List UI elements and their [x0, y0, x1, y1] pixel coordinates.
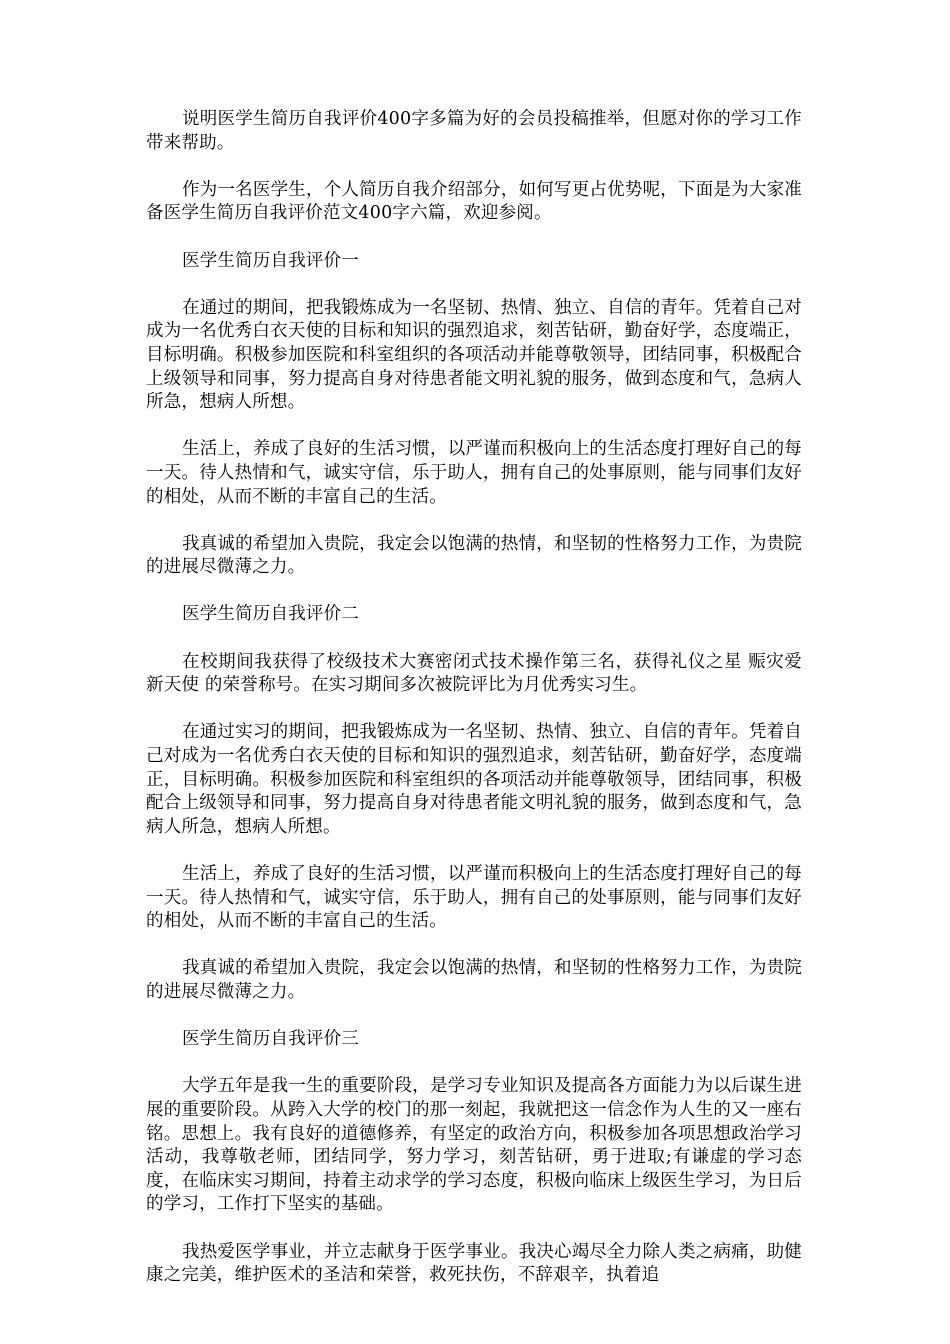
section-heading: 医学生简历自我评价一 [182, 250, 359, 271]
body-paragraph: 我真诚的希望加入贵院，我定会以饱满的热情，和坚韧的性格努力工作，为贵院的进展尽微薄之力。 [146, 958, 802, 1002]
section-heading: 医学生简历自我评价三 [182, 1029, 359, 1050]
body-paragraph: 在通过实习的期间，把我锻炼成为一名坚韧、热情、独立、自信的青年。凭着自己对成为一名优秀白衣天使的目标和知识的强烈追求，刻苦钻研，勤奋好学，态度端正，目标明确。积极参加医院和科室组织的各项活动并能尊敬领导，团结同事，积极配合上级领导和同事，努力提高自身对待患者能文明礼貌的服务，做到态度和气，急病人所急，想病人所想。 [146, 722, 802, 837]
body-paragraph: 在通过的期间，把我锻炼成为一名坚韧、热情、独立、自信的青年。凭着自己对成为一名优秀白衣天使的目标和知识的强烈追求，刻苦钻研，勤奋好学，态度端正，目标明确。积极参加医院和科室组织的各项活动并能尊敬领导，团结同事，积极配合上级领导和同事，努力提高自身对待患者能文明礼貌的服务，做到态度和气，急病人所急，想病人所想。 [146, 297, 802, 413]
body-paragraph: 大学五年是我一生的重要阶段，是学习专业知识及提高各方面能力为以后谋生进展的重要阶段。从跨入大学的校门的那一刻起，我就把这一信念作为人生的又一座右铭。思想上。我有良好的道德修养，有坚定的政治方向，积极参加各项思想政治学习活动，我尊敬老师，团结同学，努力学习，刻苦钻研，勇于进取;有谦虚的学习态度，在临床实习期间，持着主动求学的学习态度，积极向临床上级医生学习，为日后的学习，工作打下坚实的基础。 [146, 1076, 802, 1215]
body-paragraph: 我真诚的希望加入贵院，我定会以饱满的热情，和坚韧的性格努力工作，为贵院的进展尽微薄之力。 [146, 533, 802, 578]
body-paragraph: 在校期间我获得了校级技术大赛密闭式技术操作第三名，获得礼仪之星 赈灾爱新天使 的荣誉称号。在实习期间多次被院评比为月优秀实习生。 [146, 651, 802, 696]
body-paragraph: 生活上，养成了良好的生活习惯，以严谨而积极向上的生活态度打理好自己的每一天。待人热情和气，诚实守信，乐于助人，拥有自己的处事原则，能与同事们友好的相处，从而不断的丰富自己的生活。 [146, 864, 802, 932]
document-page [146, 108, 802, 1288]
section-heading: 医学生简历自我评价二 [182, 604, 359, 625]
body-paragraph: 我热爱医学事业，并立志献身于医学事业。我决心竭尽全力除人类之病痛，助健康之完美，维护医术的圣洁和荣誉，救死扶伤，不辞艰辛，执着追 [146, 1241, 802, 1286]
intro-paragraph: 作为一名医学生，个人简历自我介绍部分，如何写更占优势呢，下面是为大家准备医学生简历自我评价范文400字六篇，欢迎参阅。 [146, 179, 802, 224]
body-paragraph: 生活上，养成了良好的生活习惯，以严谨而积极向上的生活态度打理好自己的每一天。待人热情和气，诚实守信，乐于助人，拥有自己的处事原则，能与同事们友好的相处，从而不断的丰富自己的生活。 [146, 439, 802, 507]
intro-paragraph: 说明医学生简历自我评价400字多篇为好的会员投稿推举，但愿对你的学习工作带来帮助。 [146, 109, 802, 153]
